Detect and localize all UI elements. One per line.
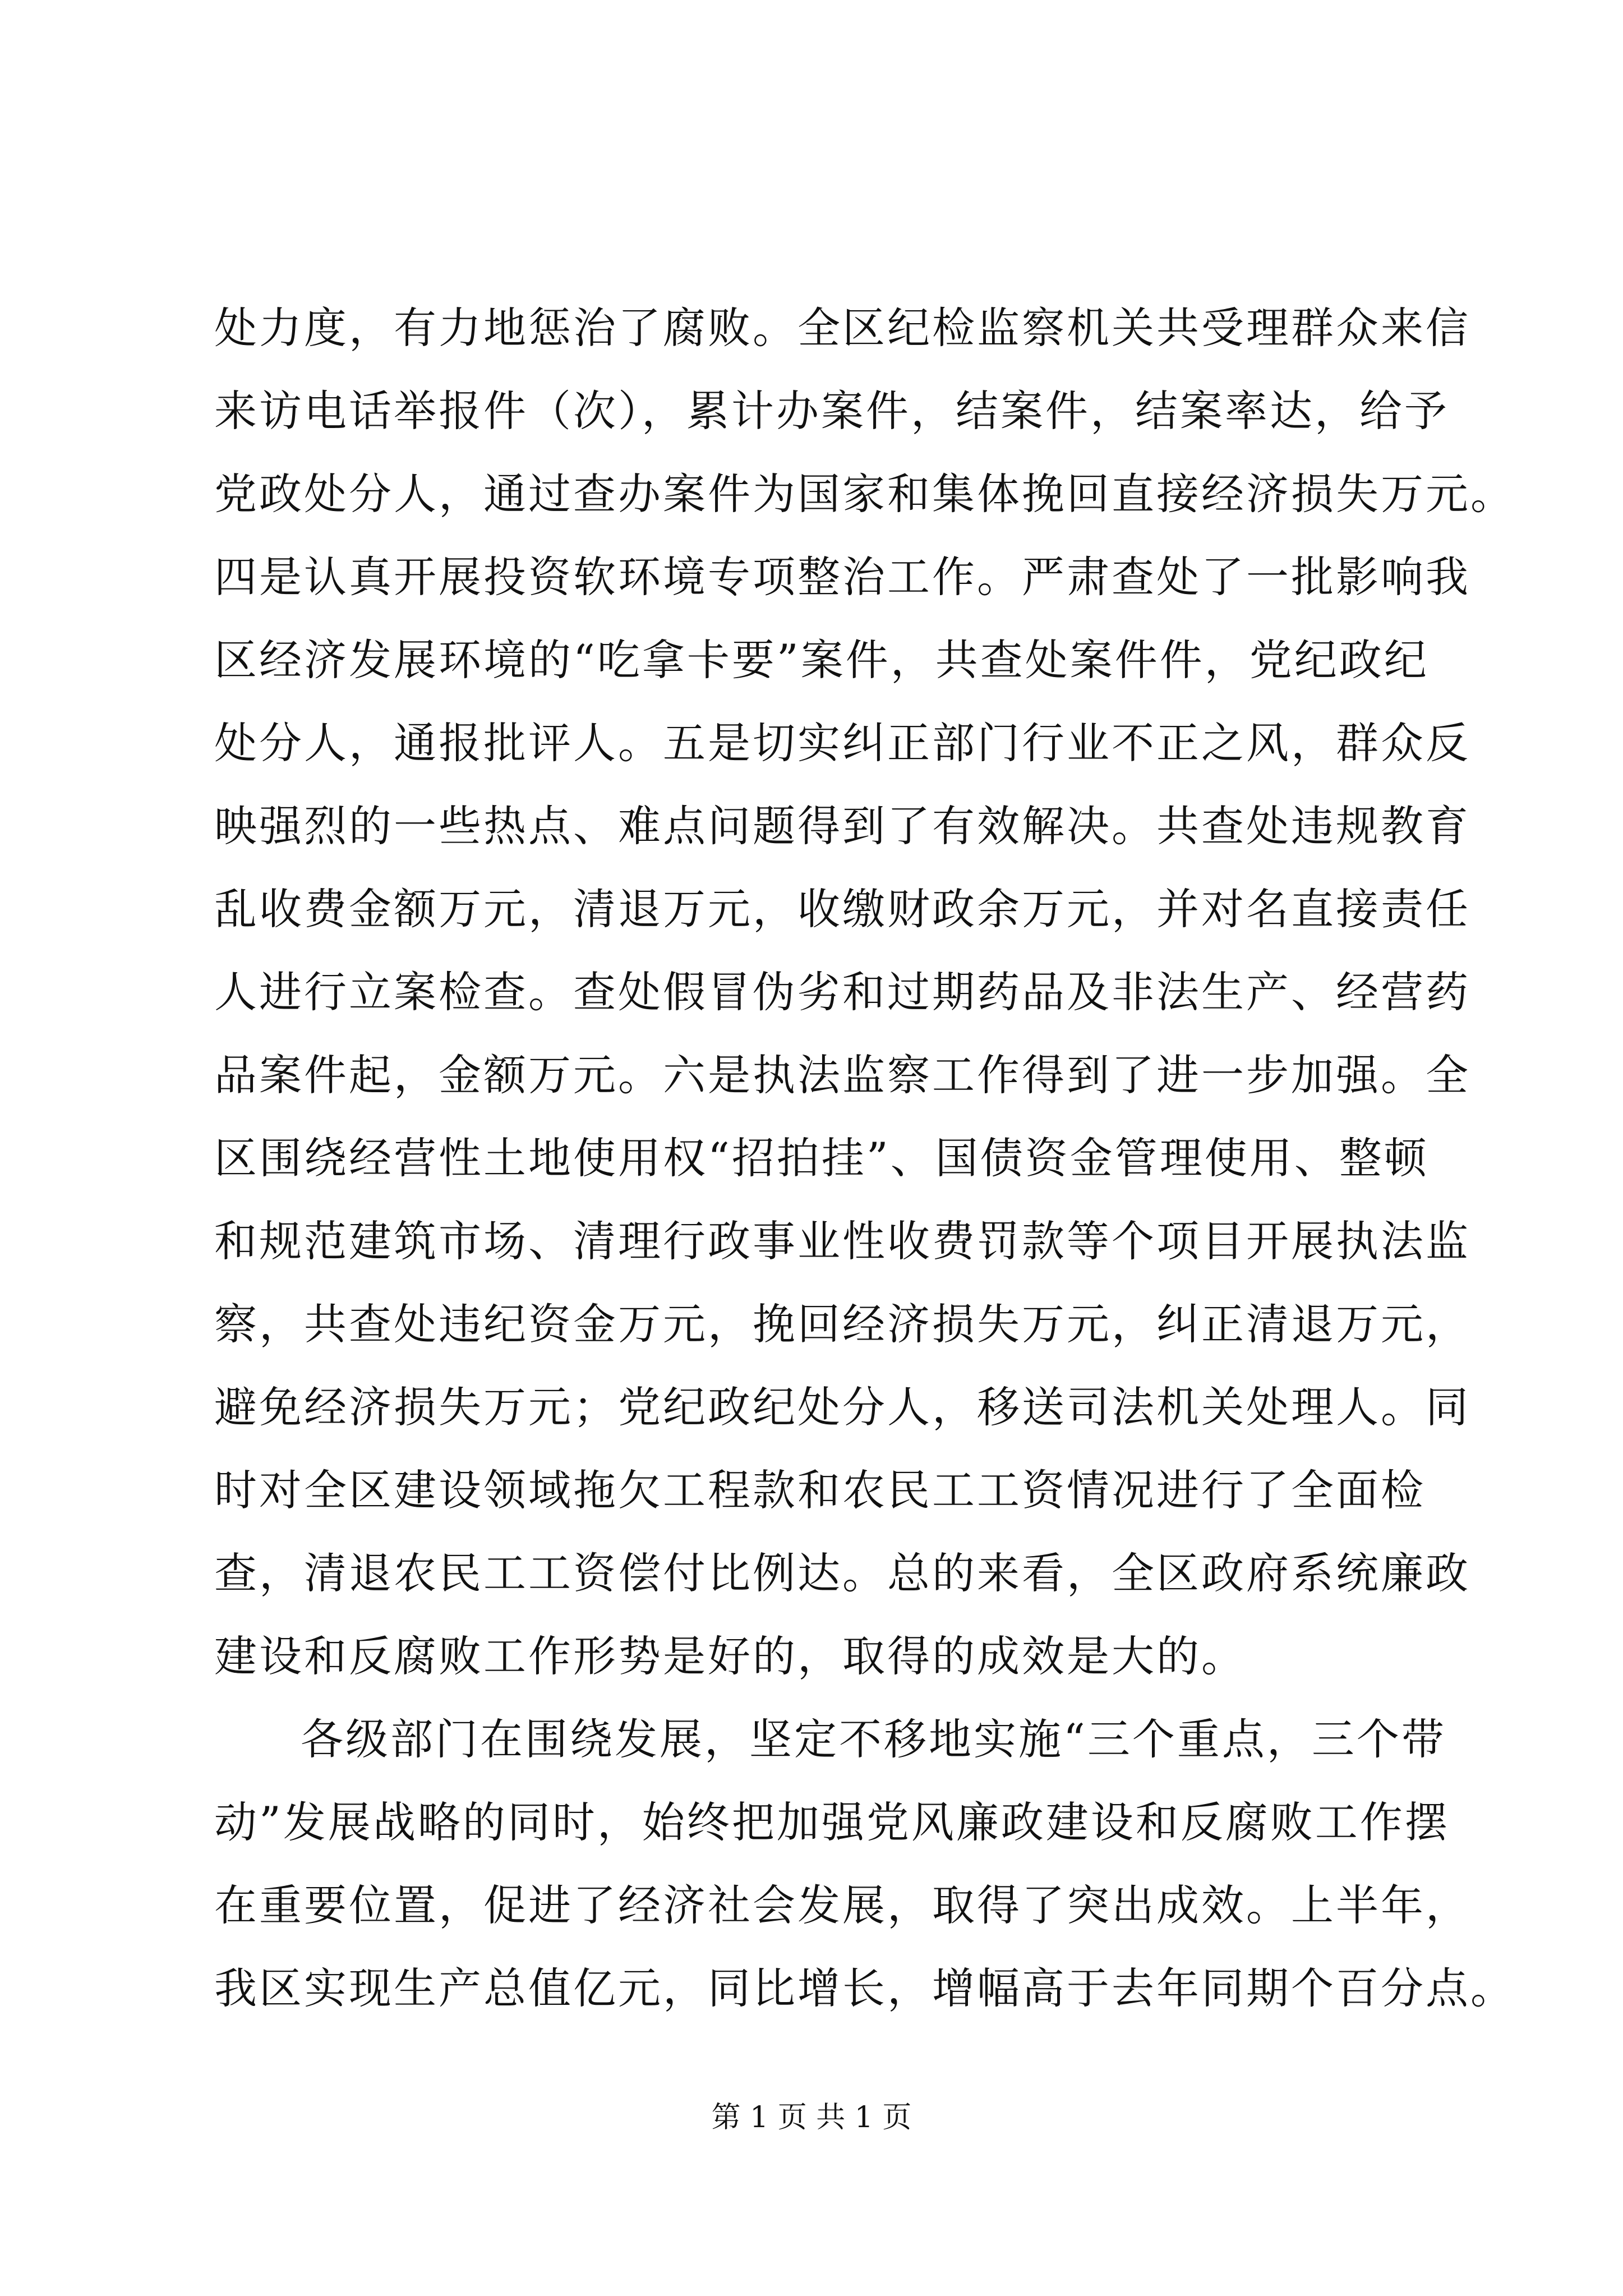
text-line: 察，共查处违纪资金万元，挽回经济损失万元，纠正清退万元， bbox=[214, 1299, 1470, 1349]
text-line: 党政处分人，通过查办案件为国家和集体挽回直接经济损失万元。 bbox=[214, 469, 1515, 519]
text-line: 品案件起，金额万元。六是执法监察工作得到了进一步加强。全 bbox=[214, 1050, 1470, 1100]
text-line: 时对全区建设领域拖欠工程款和农民工工资情况进行了全面检 bbox=[214, 1465, 1426, 1515]
text-line: 避免经济损失万元；党纪政纪处分人，移送司法机关处理人。同 bbox=[214, 1382, 1470, 1432]
text-line: 建设和反腐败工作形势是好的，取得的成效是大的。 bbox=[214, 1631, 1246, 1681]
paragraph-first-line: 各级部门在围绕发展，坚定不移地实施“三个重点，三个带 bbox=[301, 1714, 1446, 1764]
text-line: 动”发展战略的同时，始终把加强党风廉政建设和反腐败工作摆 bbox=[214, 1797, 1450, 1847]
text-line: 四是认真开展投资软环境专项整治工作。严肃查处了一批影响我 bbox=[214, 552, 1470, 602]
text-line: 处分人，通报批评人。五是切实纠正部门行业不正之风，群众反 bbox=[214, 718, 1470, 768]
text-line: 映强烈的一些热点、难点问题得到了有效解决。共查处违规教育 bbox=[214, 801, 1470, 851]
text-line: 来访电话举报件（次），累计办案件，结案件，结案率达，给予 bbox=[214, 386, 1449, 436]
text-line: 区围绕经营性土地使用权“招拍挂”、国债资金管理使用、整顿 bbox=[214, 1133, 1429, 1183]
text-line: 区经济发展环境的“吃拿卡要”案件，共查处案件件，党纪政纪 bbox=[214, 635, 1429, 685]
text-line: 和规范建筑市场、清理行政事业性收费罚款等个项目开展执法监 bbox=[214, 1216, 1470, 1266]
text-line: 我区实现生产总值亿元，同比增长，增幅高于去年同期个百分点。 bbox=[214, 1963, 1515, 2013]
page-number-footer: 第 1 页 共 1 页 bbox=[711, 2101, 912, 2134]
text-line: 处力度，有力地惩治了腐败。全区纪检监察机关共受理群众来信 bbox=[214, 303, 1470, 353]
text-line: 在重要位置，促进了经济社会发展，取得了突出成效。上半年， bbox=[214, 1880, 1470, 1930]
text-line: 人进行立案检查。查处假冒伪劣和过期药品及非法生产、经营药 bbox=[214, 967, 1470, 1017]
text-line: 乱收费金额万元，清退万元，收缴财政余万元，并对名直接责任 bbox=[214, 884, 1470, 934]
text-line: 查，清退农民工工资偿付比例达。总的来看，全区政府系统廉政 bbox=[214, 1548, 1470, 1598]
